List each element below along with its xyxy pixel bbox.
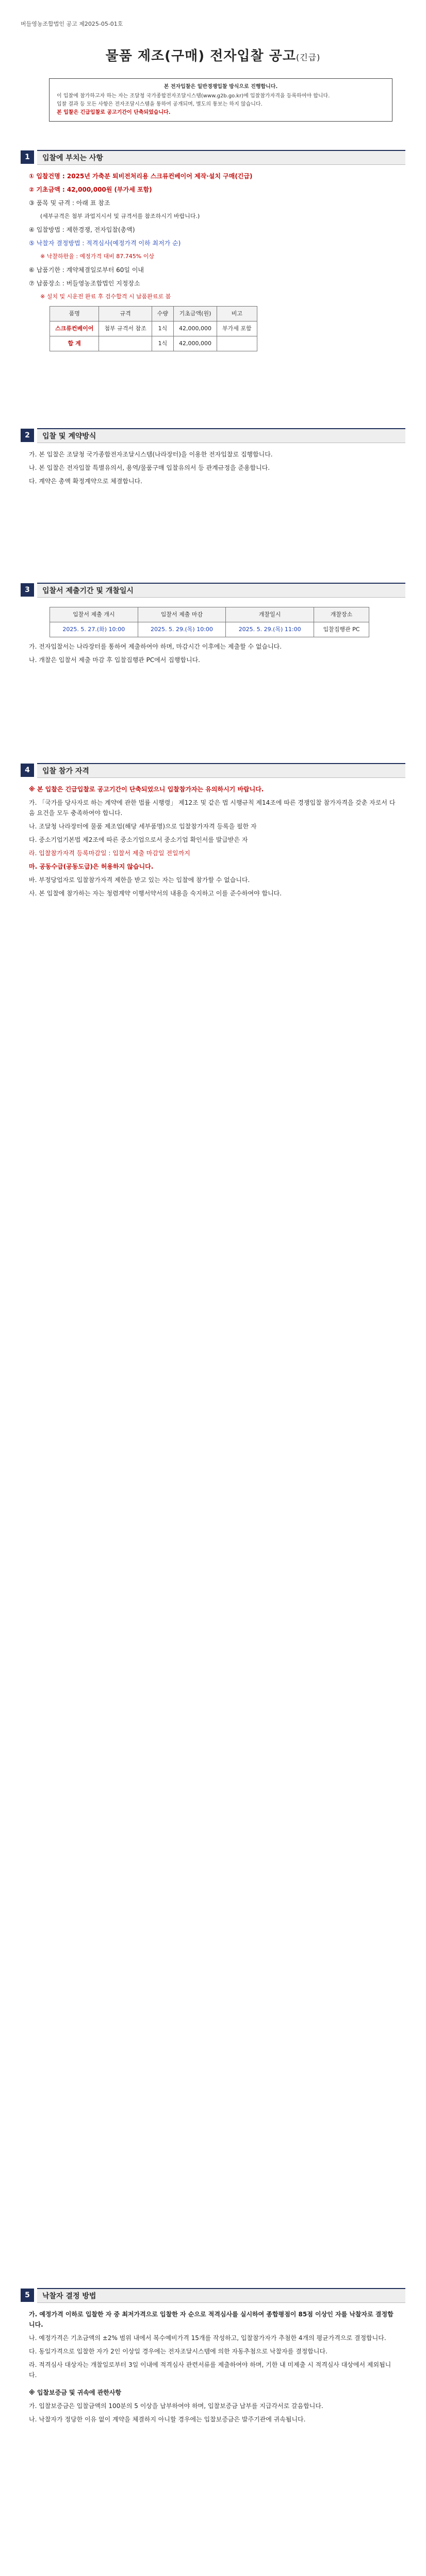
bid-spec-note: (세부규격은 첨부 과업지시서 및 규격서를 참조하시기 바랍니다.) bbox=[40, 213, 200, 219]
section-title: 입찰에 부치는 사항 bbox=[37, 150, 405, 165]
notice-line-emphasis: 본 입찰은 긴급입찰로 공고기간이 단축되었습니다. bbox=[57, 110, 171, 115]
paragraph: 가. 전자입찰서는 나라장터를 통하여 제출하여야 하며, 마감시간 이후에는 제출할 수 없습니다. bbox=[29, 643, 282, 650]
delivery-place: ⑦ 납품장소 : 버들영농조합법인 지정장소 bbox=[29, 280, 140, 287]
section-contract-method bbox=[21, 428, 405, 489]
section-title: 입찰서 제출기간 및 개찰일시 bbox=[37, 583, 405, 598]
section-body bbox=[21, 165, 405, 351]
table-cell: 42,000,000 bbox=[174, 321, 217, 336]
page-title bbox=[0, 45, 426, 64]
section-schedule bbox=[21, 582, 405, 668]
section-body bbox=[21, 778, 405, 899]
table-cell bbox=[99, 336, 152, 351]
section-header bbox=[21, 582, 405, 598]
section-number: 5 bbox=[21, 2289, 34, 2302]
paragraph: 다. 동일가격으로 입찰한 자가 2인 이상일 경우에는 전자조달시스템에 의한 자동추첨으로 낙찰자를 결정합니다. bbox=[29, 2348, 327, 2355]
notice-heading: 본 전자입찰은 일반경쟁입찰 방식으로 진행합니다. bbox=[163, 84, 278, 90]
bid-award-note: ※ 낙찰하한율 : 예정가격 대비 87.745% 이상 bbox=[40, 253, 154, 260]
title-sub: (긴급) bbox=[296, 53, 321, 62]
section-title: 입찰 및 계약방식 bbox=[37, 428, 405, 443]
section-body bbox=[21, 443, 405, 486]
section-header bbox=[21, 762, 405, 778]
title-main: 물품 제조(구매) 전자입찰 공고 bbox=[105, 48, 296, 64]
table-cell: 입찰집행관 PC bbox=[314, 622, 369, 637]
notice-box bbox=[49, 78, 392, 122]
paragraph: 나. 조달청 나라장터에 물품 제조업(해당 세부품명)으로 입찰참가자격 등록을 필한 자 bbox=[29, 823, 257, 830]
paragraph: 사. 본 입찰에 참가하는 자는 청렴계약 이행서약서의 내용을 숙지하고 이를 준수하여야 합니다. bbox=[29, 890, 282, 897]
table-row bbox=[50, 336, 257, 351]
notice-line: 이 입찰에 참가하고자 하는 자는 조달청 국가종합전자조달시스템(www.g2b.go.kr)에 입찰참가자격을 등록하여야 합니다. bbox=[57, 93, 330, 99]
schedule-header-cell: 입찰서 제출 마감 bbox=[138, 607, 226, 622]
spec-header-row bbox=[50, 307, 257, 321]
paragraph: 바. 부정당업자로 입찰참가자격 제한을 받고 있는 자는 입찰에 참가할 수 없습니다. bbox=[29, 876, 250, 884]
section-award-method bbox=[21, 2287, 405, 2428]
section-bid-items bbox=[21, 149, 405, 355]
paragraph: 마. 공동수급(공동도급)은 허용하지 않습니다. bbox=[29, 863, 154, 870]
paragraph: 나. 개찰은 입찰서 제출 마감 후 입찰집행관 PC에서 집행합니다. bbox=[29, 656, 200, 664]
schedule-table bbox=[50, 607, 369, 637]
table-cell: 합 계 bbox=[50, 336, 99, 351]
spec-table bbox=[50, 306, 257, 351]
section-number: 4 bbox=[21, 764, 34, 777]
bid-spec: ③ 품목 및 규격 : 아래 표 참조 bbox=[29, 199, 110, 207]
table-cell: 2025. 5. 29.(목) 11:00 bbox=[226, 622, 314, 637]
spec-header-cell: 규격 bbox=[99, 307, 152, 321]
table-row bbox=[50, 622, 369, 637]
table-cell: 42,000,000 bbox=[174, 336, 217, 351]
schedule-header-cell: 개찰장소 bbox=[314, 607, 369, 622]
table-cell: 스크류컨베이어 bbox=[50, 321, 99, 336]
section-number: 1 bbox=[21, 150, 34, 164]
section-body bbox=[21, 2303, 405, 2425]
delivery-note: ※ 설치 및 시운전 완료 후 검수합격 시 납품완료로 봄 bbox=[40, 293, 171, 300]
section-eligibility bbox=[21, 762, 405, 902]
paragraph: 가. 입찰보증금은 입찰금액의 100분의 5 이상을 납부하여야 하며, 입찰보증금 납부를 지급각서로 갈음합니다. bbox=[29, 2402, 323, 2410]
section-header bbox=[21, 2287, 405, 2303]
section-title: 입찰 참가 자격 bbox=[37, 763, 405, 778]
paragraph: 가. 본 입찰은 조달청 국가종합전자조달시스템(나라장터)을 이용한 전자입찰로 집행합니다. bbox=[29, 451, 273, 458]
bid-item-name: ① 입찰건명 : 2025년 가축분 퇴비전처리용 스크류컨베이어 제작·설치 구매(긴급) bbox=[29, 173, 253, 180]
section-number: 2 bbox=[21, 429, 34, 442]
table-cell: 1식 bbox=[152, 321, 173, 336]
paragraph: 나. 낙찰자가 정당한 이유 없이 계약을 체결하지 아니할 경우에는 입찰보증금은 발주기관에 귀속됩니다. bbox=[29, 2416, 306, 2423]
bid-method: ④ 입찰방법 : 제한경쟁, 전자입찰(총액) bbox=[29, 226, 135, 233]
table-cell: 부가세 포함 bbox=[217, 321, 257, 336]
paragraph: 라. 적격심사 대상자는 개찰일로부터 3일 이내에 적격심사 관련서류를 제출하여야 하며, 기한 내 미제출 시 적격심사 대상에서 제외됩니다. bbox=[29, 2361, 391, 2379]
bid-award-method: ⑤ 낙찰자 결정방법 : 적격심사(예정가격 이하 최저가 순) bbox=[29, 240, 181, 247]
document-number: 버들영농조합법인 공고 제2025-05-01호 bbox=[21, 21, 123, 27]
delivery-deadline: ⑥ 납품기한 : 계약체결일로부터 60일 이내 bbox=[29, 266, 144, 274]
paragraph: 나. 본 입찰은 전자입찰 특별유의서, 용역/물품구매 입찰유의서 등 관계규정을 준용합니다. bbox=[29, 464, 270, 471]
paragraph: 라. 입찰참가자격 등록마감일 : 입찰서 제출 마감일 전일까지 bbox=[29, 850, 190, 857]
spec-header-cell: 수량 bbox=[152, 307, 173, 321]
spec-header-cell: 비고 bbox=[217, 307, 257, 321]
table-row bbox=[50, 321, 257, 336]
bid-base-price: ② 기초금액 : 42,000,000원 (부가세 포함) bbox=[29, 186, 152, 193]
table-cell: 1식 bbox=[152, 336, 173, 351]
paragraph: 다. 계약은 총액 확정계약으로 체결합니다. bbox=[29, 478, 142, 485]
table-cell: 2025. 5. 27.(화) 10:00 bbox=[50, 622, 138, 637]
paragraph: 나. 예정가격은 기초금액의 ±2% 범위 내에서 복수예비가격 15개를 작성하고, 입찰참가자가 추첨한 4개의 평균가격으로 결정합니다. bbox=[29, 2334, 386, 2342]
spec-header-cell: 품명 bbox=[50, 307, 99, 321]
emphasis-notice: ※ 본 입찰은 긴급입찰로 공고기간이 단축되었으니 입찰참가자는 유의하시기 바랍니다. bbox=[29, 786, 264, 793]
section-header bbox=[21, 149, 405, 165]
section-header bbox=[21, 428, 405, 443]
schedule-header-row bbox=[50, 607, 369, 622]
spec-header-cell: 기초금액(원) bbox=[174, 307, 217, 321]
paragraph: 가. 「국가를 당사자로 하는 계약에 관한 법률 시행령」 제12조 및 같은 법 시행규칙 제14조에 따른 경쟁입찰 참가자격을 갖춘 자로서 다음 요건을 모두 충족하여야 합니다. bbox=[29, 799, 396, 817]
subsection-title: ※ 입찰보증금 및 귀속에 관한사항 bbox=[29, 2389, 122, 2396]
table-cell: 2025. 5. 29.(목) 10:00 bbox=[138, 622, 226, 637]
schedule-header-cell: 입찰서 제출 개시 bbox=[50, 607, 138, 622]
section-title: 낙찰자 결정 방법 bbox=[37, 2288, 405, 2303]
notice-line: 입찰 결과 등 모든 사항은 전자조달시스템을 통하여 공개되며, 별도의 통보는 하지 않습니다. bbox=[57, 101, 263, 107]
paragraph: 다. 중소기업기본법 제2조에 따른 중소기업으로서 중소기업 확인서를 발급받은 자 bbox=[29, 836, 248, 843]
schedule-header-cell: 개찰일시 bbox=[226, 607, 314, 622]
section-body bbox=[21, 598, 405, 665]
section-number: 3 bbox=[21, 583, 34, 597]
paragraph: 가. 예정가격 이하로 입찰한 자 중 최저가격으로 입찰한 자 순으로 적격심사를 실시하여 종합평점이 85점 이상인 자를 낙찰자로 결정합니다. bbox=[29, 2311, 394, 2328]
table-cell bbox=[217, 336, 257, 351]
table-cell: 첨부 규격서 참조 bbox=[99, 321, 152, 336]
